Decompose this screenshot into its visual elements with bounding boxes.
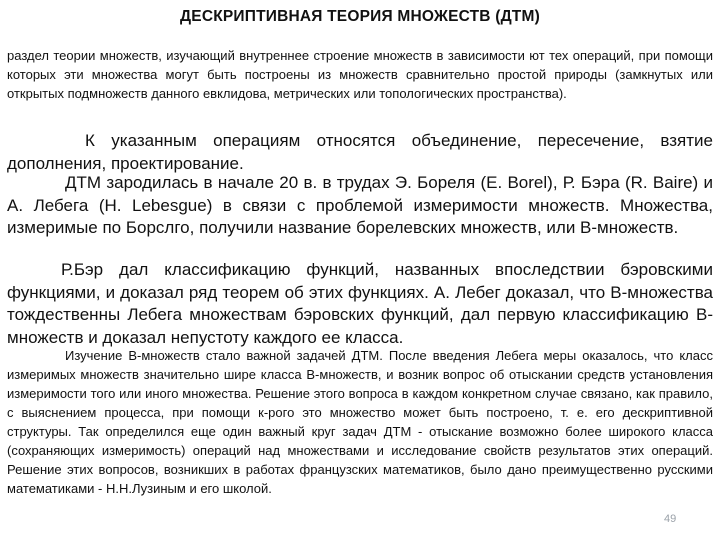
page-title: ДЕСКРИПТИВНАЯ ТЕОРИЯ МНОЖЕСТВ (ДТМ) bbox=[180, 8, 540, 25]
paragraph-operations: К указанным операциям относятся объединение, пересечение, взятие дополнения, проектирование. bbox=[7, 131, 713, 173]
paragraph-origins: ДТМ зародилась в начале 20 в. в трудах Э. Бореля (Е. Borel), Р. Бэра (R. Baire) и А. Лебега (Н. Lebesgue) в связи с проблемой измеримости множеств. Множества, измеримые по Борслго, получили название борелевских множеств, или В-множеств. bbox=[7, 173, 713, 237]
paragraph-definition: раздел теории множеств, изучающий внутреннее строение множеств в зависимости ют тех операций, при помощи которых эти множества могут быть построены из множеств сравнительно простой природы (замкнутых или открытых подмножеств данного евклидова, метрических или топологических пространства). bbox=[7, 48, 713, 101]
page-number: 49 bbox=[664, 513, 677, 525]
paragraph-baire-lebesgue: Р.Бэр дал классификацию функций, названных впоследствии бэровскими функциями, и доказал ряд теорем об этих функциях. А. Лебег доказал, что В-множества тождественны Лебега множествам бэровских функций, дал первую классификацию В-множеств и доказал непустоту каждого ее класса. bbox=[7, 260, 713, 347]
paragraph-b-sets-study: Изучение В-множеств стало важной задачей ДТМ. После введения Лебега меры оказалось, что класс измеримых множеств значительно шире класса В-множеств, и возник вопрос об отыскании средств установления измеримости того или иного множества. Решение этого вопроса в каждом конкретном случае связано, как правило, с выяснением процесса, при помощи к-рого это множество может быть построено, т. е. его дескриптивной структуры. Так определился еще один важный круг задач ДТМ - отыскание возможно более широкого класса (сохраняющих измеримость) операций над множествами и исследование свойств результатов этих операций. Решение этих вопросов, возникших в работах французских математиков, было дано преимущественно русскими математиками - Н.Н.Лузиным и его школой. bbox=[7, 348, 713, 496]
